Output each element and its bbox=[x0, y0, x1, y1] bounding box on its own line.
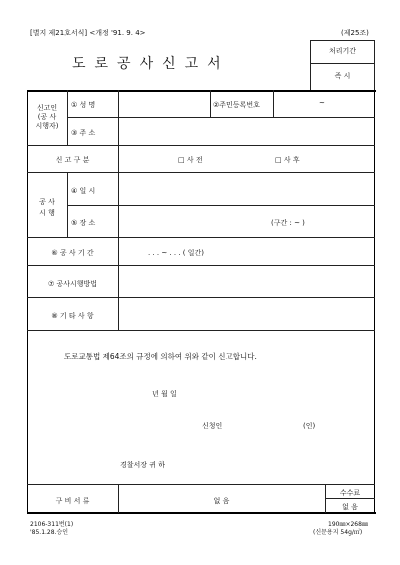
period-value[interactable]: . . . ~ . . . ( 일간) bbox=[148, 249, 205, 257]
row-line-other bbox=[27, 330, 375, 331]
period-label: ⑥ 공 사 기 간 bbox=[51, 249, 94, 257]
documents-label: 구 비 서 류 bbox=[55, 497, 90, 505]
processing-box-divider bbox=[310, 63, 375, 64]
table-top-border bbox=[27, 90, 376, 92]
construction-group-label: 공 사 시 행 bbox=[39, 198, 55, 217]
construction-section-text: (구간 : ~ ) bbox=[271, 219, 305, 227]
seal-placeholder: (인) bbox=[303, 422, 316, 430]
form-number: 2106-311번(1) bbox=[30, 521, 74, 528]
paper-type: (신문용지 54g/㎡) bbox=[313, 529, 363, 536]
report-type-label: 신 고 구 분 bbox=[55, 156, 90, 164]
address-field[interactable] bbox=[120, 120, 372, 143]
approval-date: '85.1.28.승인 bbox=[30, 529, 69, 536]
row-line-address bbox=[27, 145, 375, 146]
row-line-date bbox=[67, 205, 375, 206]
method-label: ⑦ 공사시행방법 bbox=[47, 280, 98, 288]
fee-label: 수수료 bbox=[339, 489, 361, 497]
signer-label: 신청인 bbox=[202, 422, 223, 430]
row-line-period bbox=[27, 265, 375, 266]
reporter-group-label: 신고인 (공 사 시행자) bbox=[35, 104, 59, 130]
regno-label: ②주민등록번호 bbox=[213, 101, 260, 109]
form-reference: [별지 제21호서식] <개정 '91. 9. 4> bbox=[30, 29, 146, 37]
row-line-name bbox=[67, 117, 375, 118]
construction-place-field[interactable] bbox=[120, 208, 270, 235]
construction-date-field[interactable] bbox=[120, 176, 372, 203]
paper-size: 190㎜×268㎜ bbox=[328, 521, 368, 528]
processing-period-value: 즉 시 bbox=[334, 72, 351, 80]
col-line-construction bbox=[67, 172, 68, 237]
table-bottom-border bbox=[27, 512, 376, 514]
regno-separator: ~ bbox=[319, 99, 325, 107]
name-label: ① 성 명 bbox=[71, 101, 96, 109]
row-line-method bbox=[27, 297, 375, 298]
other-label: ⑧ 기 타 사 항 bbox=[51, 312, 94, 320]
other-field[interactable] bbox=[120, 300, 372, 328]
declaration-date: 년 월 일 bbox=[152, 390, 177, 398]
col-line-regno-left bbox=[210, 90, 211, 117]
address-label: ③ 주 소 bbox=[71, 129, 96, 137]
construction-place-label: ⑤ 장 소 bbox=[71, 219, 96, 227]
processing-period-label: 처리기간 bbox=[328, 47, 357, 55]
documents-value: 없 음 bbox=[213, 497, 230, 505]
table-right-border bbox=[374, 90, 375, 514]
article-reference: (제25조) bbox=[341, 29, 369, 37]
addressee: 경찰서장 귀 하 bbox=[120, 461, 166, 469]
report-type-before-checkbox[interactable]: □ 사 전 bbox=[178, 156, 203, 164]
col-line-labels bbox=[118, 90, 119, 330]
row-line-place bbox=[27, 237, 375, 238]
declaration-statement: 도로교통법 제64조의 규정에 의하여 위와 같이 신고합니다. bbox=[64, 352, 257, 361]
col-line-reporter bbox=[67, 90, 68, 145]
table-left-border bbox=[27, 90, 28, 514]
page-title: 도로공사신고서 bbox=[72, 56, 230, 72]
method-field[interactable] bbox=[120, 268, 372, 295]
report-type-after-checkbox[interactable]: □ 사 후 bbox=[275, 156, 300, 164]
construction-date-label: ④ 일 시 bbox=[71, 187, 96, 195]
fee-divider bbox=[325, 498, 375, 499]
col-line-regno-right bbox=[273, 90, 274, 117]
processing-box-top bbox=[310, 40, 375, 41]
row-line-declaration bbox=[27, 484, 375, 485]
name-field[interactable] bbox=[120, 94, 208, 116]
row-line-type bbox=[27, 172, 375, 173]
fee-value: 없 음 bbox=[342, 503, 358, 511]
